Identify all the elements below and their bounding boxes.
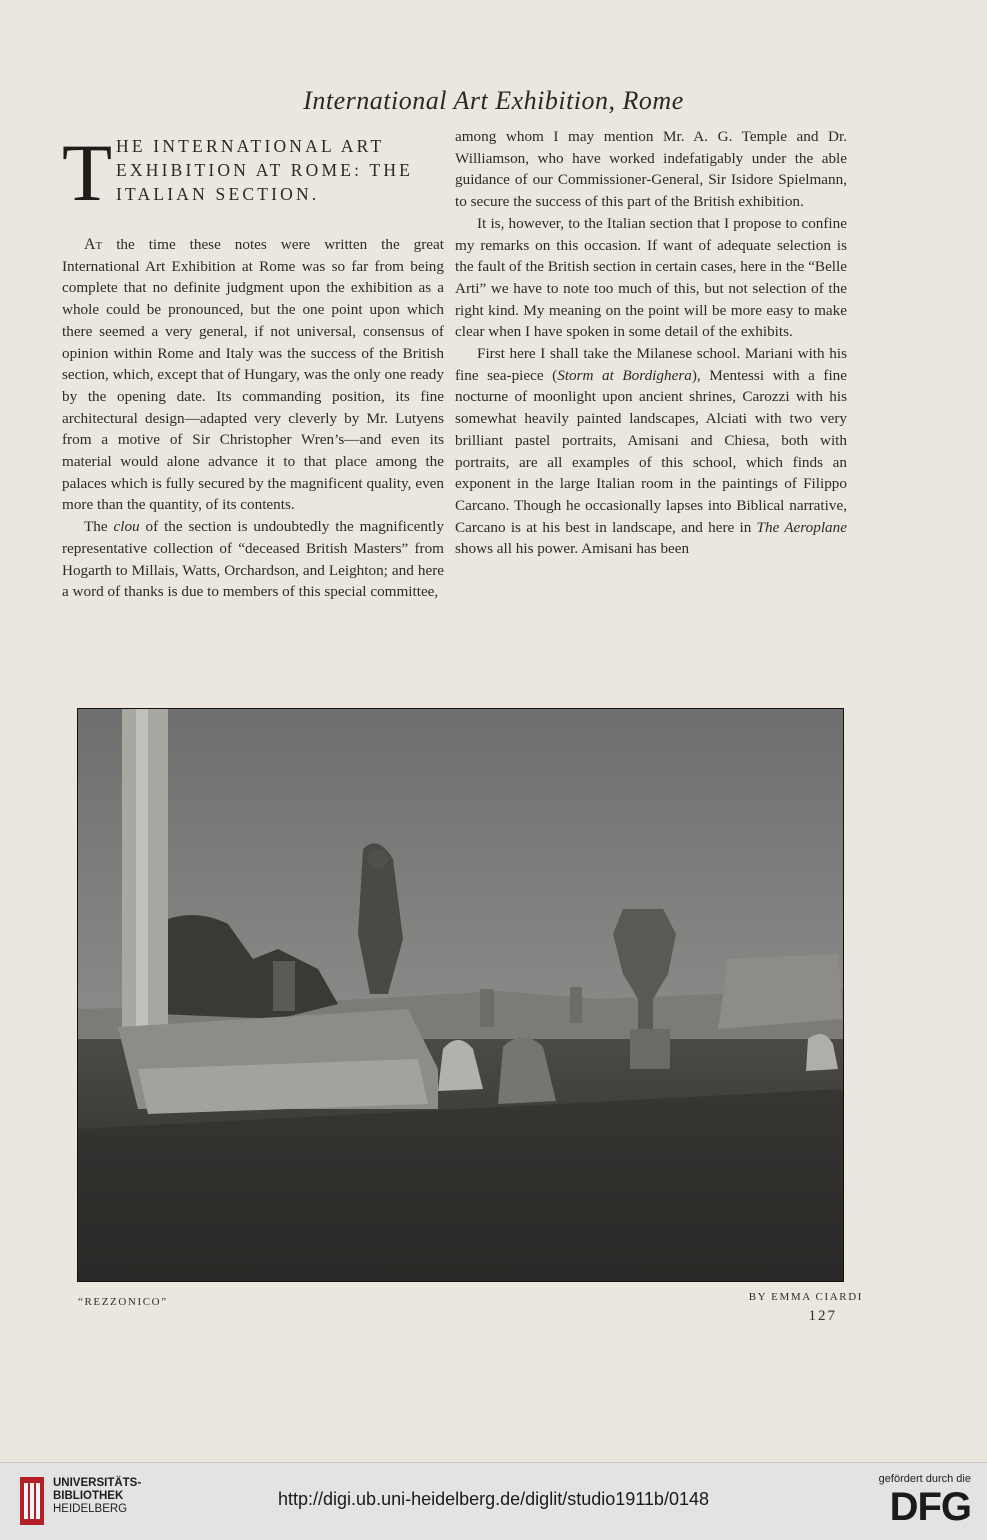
heading-line: HE INTERNATIONAL ART	[116, 136, 385, 156]
painting-image	[78, 709, 843, 1281]
sponsor-text: gefördert durch die	[878, 1473, 971, 1485]
left-column	[62, 127, 444, 603]
emphasis: clou	[113, 518, 140, 536]
heading-line: EXHIBITION AT ROME: THE	[116, 160, 414, 180]
paragraph: It is, however, to the Italian section that I propose to confine my remarks on this occasion. If want of adequate selection is the fault of the British section in certain cases, here in the “Belle Arti” we have to note too much of this, but not selection of the right kind. My meaning on the point will be more easy to make clear when I have spoken in some detail of the exhibits.	[455, 214, 847, 341]
right-column	[455, 126, 847, 560]
painting-plate	[77, 708, 844, 1282]
plate-caption-title: “REZZONICO”	[78, 1296, 168, 1308]
digitization-footer	[0, 1462, 987, 1540]
paragraph	[62, 234, 444, 516]
paragraph: First here I shall take the Milanese school. Mariani with his fine sea-piece (Storm at Bordighera), Mentessi with a fine nocturne of moonlight upon ancient shrines, Carozzi with his somewhat heavily painted landscapes, Alciati with two very brilliant pastel portraits, Amisani and Chiesa, both with portraits, are all examples of this school, which finds an exponent in the large Italian room in the paintings of Filippo Carcano. Though he occasionally lapses into Biblical narrative, Carcano is at his best in landscape, and here in The Aeroplane shows all his power. Amisani has been	[455, 345, 848, 558]
permalink[interactable]: http://digi.ub.uni-heidelberg.de/diglit/studio1911b/0148	[278, 1489, 709, 1509]
running-head: International Art Exhibition, Rome	[303, 86, 684, 115]
paragraph-text: the time these notes were written the great International Art Exhibition at Rome was so far from being complete that no definite judgment upon the exhibition as a whole could be pronounced, but the one point upon which there seemed a very general, if not universal, consensus of opinion within Rome and Italy was the success of the British section, which, except that of Hungary, was the only one ready by the opening date. Its commanding position, its fine architectural design—adapted very cleverly by Mr. Lutyens from a motive of Sir Christopher Wren’s—and even its material would alone advance it to that place among the palaces which is fully secured by the magnificent quality, even more than the quantity, of its contents.	[62, 236, 444, 514]
paragraph-text: of the section is undoubtedly the magnificently representative collection of “deceased British Masters” from Hogarth to Millais, Watts, Orchardson, and Leighton; and here a word of thanks is due to members of this special committee,	[62, 518, 444, 601]
heading-line: ITALIAN SECTION.	[116, 184, 320, 204]
paragraph: The clou of the section is undoubtedly the magnificently representative collection of “deceased British Masters” from Hogarth to Millais, Watts, Orchardson, and Leighton; and here a word of thanks is due to members of this special committee,	[62, 518, 444, 601]
plate-caption-artist: BY EMMA CIARDI	[748, 1291, 863, 1303]
library-name: UNIVERSITÄTS- BIBLIOTHEK HEIDELBERG	[53, 1477, 142, 1515]
dfg-logo: DFG	[889, 1485, 971, 1529]
heading-lines	[116, 134, 446, 206]
emphasis: Storm at Bordighera	[557, 366, 692, 384]
lead-word: At	[84, 236, 103, 253]
drop-cap: T	[62, 127, 113, 218]
emphasis: The Aeroplane	[756, 518, 847, 536]
paragraph: among whom I may mention Mr. A. G. Temple and Dr. Williamson, who have worked indefatigably under the able guidance of our Commissioner-General, Sir Isidore Spielmann, to secure the success of this part of the British exhibition.	[455, 128, 847, 211]
article-heading	[62, 127, 444, 234]
page-number: 127	[808, 1308, 837, 1324]
